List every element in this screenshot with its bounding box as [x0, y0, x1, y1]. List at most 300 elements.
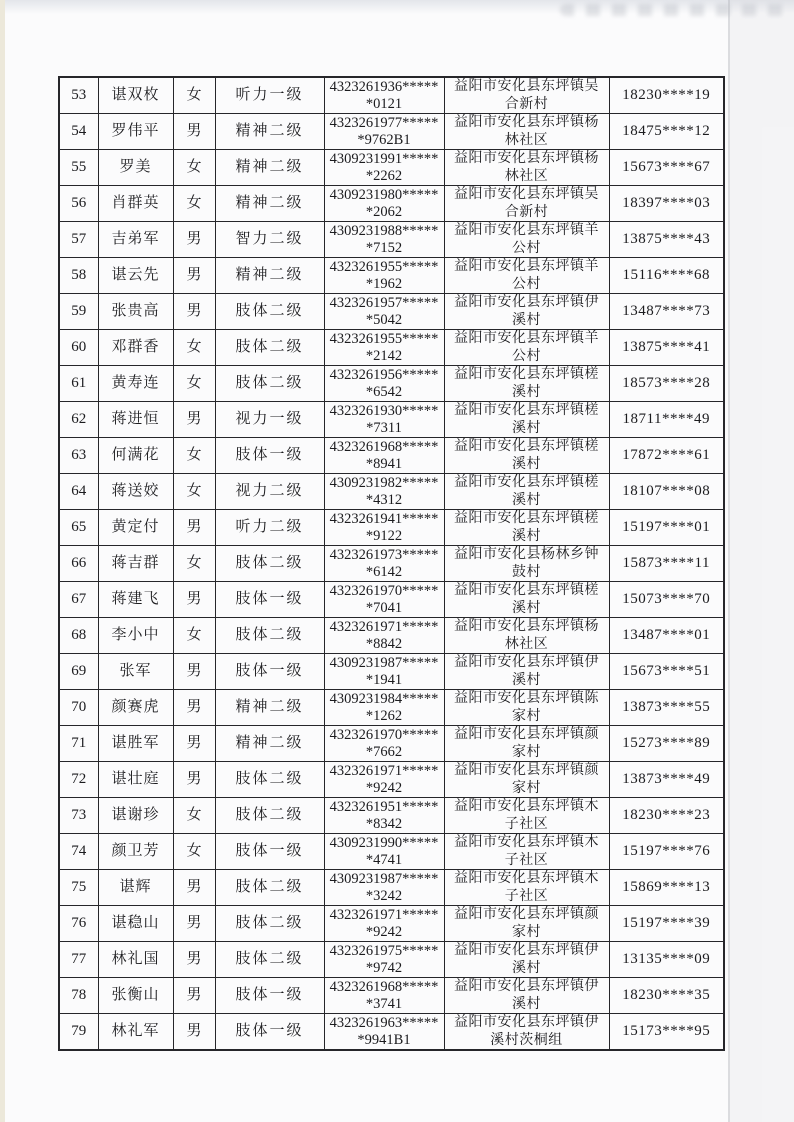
- cell-disability-type-level: 视力一级: [215, 402, 324, 438]
- cell-gender: 男: [173, 942, 215, 978]
- cell-disability-type-level: 精神二级: [215, 186, 324, 222]
- table-row: [59, 77, 724, 114]
- cell-masked-phone: 15273****89: [609, 726, 724, 762]
- cell-disability-type-level: 肢体二级: [215, 618, 324, 654]
- cell-masked-phone: 18397****03: [609, 186, 724, 222]
- id-number-line2: *9122: [365, 527, 403, 544]
- address-text: 益阳市安化县东坪镇槎溪村: [454, 403, 599, 436]
- table-row: [59, 258, 724, 294]
- cell-disability-type-level: 肢体一级: [215, 978, 324, 1014]
- cell-masked-id-number: [324, 798, 444, 834]
- cell-gender: 女: [173, 77, 215, 114]
- cell-gender: 男: [173, 870, 215, 906]
- cell-person-name: 张衡山: [98, 978, 173, 1014]
- address-text: 益阳市安化县东坪镇伊溪村: [454, 943, 599, 976]
- address-text: 益阳市安化县东坪镇槎溪村: [454, 439, 599, 472]
- cell-person-name: 罗伟平: [98, 114, 173, 150]
- cell-gender: 女: [173, 186, 215, 222]
- cell-gender: 男: [173, 510, 215, 546]
- cell-masked-phone: 15116****68: [609, 258, 724, 294]
- cell-gender: 男: [173, 1014, 215, 1051]
- cell-gender: 男: [173, 582, 215, 618]
- table-row: [59, 618, 724, 654]
- cell-person-name: 李小中: [98, 618, 173, 654]
- id-number-line2: *7311: [366, 419, 402, 436]
- table-row: [59, 582, 724, 618]
- cell-address: [444, 474, 609, 510]
- cell-masked-phone: 15873****11: [609, 546, 724, 582]
- cell-disability-type-level: 肢体二级: [215, 330, 324, 366]
- cell-serial-number: 79: [59, 1014, 98, 1051]
- cell-masked-phone: 13875****41: [609, 330, 724, 366]
- cell-masked-id-number: [324, 762, 444, 798]
- cell-address: [444, 690, 609, 726]
- cell-masked-id-number: [324, 222, 444, 258]
- cell-serial-number: 63: [59, 438, 98, 474]
- cell-masked-phone: 18573****28: [609, 366, 724, 402]
- cell-serial-number: 75: [59, 870, 98, 906]
- id-number-line2: *7662: [365, 743, 403, 760]
- cell-person-name: 张军: [98, 654, 173, 690]
- id-number-line1: 4309231980*****: [329, 186, 439, 203]
- cell-address: [444, 150, 609, 186]
- address-text: 益阳市安化县东坪镇颜家村: [454, 907, 599, 940]
- id-number-line1: 4323261971*****: [329, 762, 439, 779]
- address-text: 益阳市安化县东坪镇羊公村: [454, 259, 599, 292]
- id-number-line2: *4741: [365, 851, 403, 868]
- cell-address: [444, 762, 609, 798]
- cell-serial-number: 66: [59, 546, 98, 582]
- cell-serial-number: 60: [59, 330, 98, 366]
- cell-gender: 女: [173, 330, 215, 366]
- cell-masked-phone: 15673****67: [609, 150, 724, 186]
- cell-address: [444, 510, 609, 546]
- cell-masked-phone: 18230****35: [609, 978, 724, 1014]
- id-number-line2: *3741: [365, 995, 403, 1012]
- cell-masked-id-number: [324, 510, 444, 546]
- cell-masked-id-number: [324, 366, 444, 402]
- cell-gender: 男: [173, 978, 215, 1014]
- id-number-line1: 4309231987*****: [329, 870, 439, 887]
- cell-masked-id-number: [324, 1014, 444, 1051]
- cell-serial-number: 59: [59, 294, 98, 330]
- cell-address: [444, 834, 609, 870]
- cell-person-name: 罗美: [98, 150, 173, 186]
- cell-serial-number: 73: [59, 798, 98, 834]
- id-number-line1: 4323261930*****: [329, 402, 439, 419]
- id-number-line2: *8941: [365, 455, 403, 472]
- id-number-line1: 4323261970*****: [329, 582, 439, 599]
- cell-masked-id-number: [324, 330, 444, 366]
- address-text: 益阳市安化县东坪镇陈家村: [454, 691, 599, 724]
- cell-gender: 女: [173, 798, 215, 834]
- id-number-line1: 4323261955*****: [329, 330, 439, 347]
- id-number-line2: *1262: [365, 707, 403, 724]
- cell-masked-id-number: [324, 77, 444, 114]
- cell-address: [444, 114, 609, 150]
- address-text: 益阳市安化县东坪镇槎溪村: [454, 367, 599, 400]
- id-number-line2: *8342: [365, 815, 403, 832]
- cell-serial-number: 76: [59, 906, 98, 942]
- cell-disability-type-level: 精神二级: [215, 150, 324, 186]
- cell-disability-type-level: 肢体一级: [215, 438, 324, 474]
- address-text: 益阳市安化县东坪镇伊溪村: [454, 295, 599, 328]
- cell-gender: 女: [173, 474, 215, 510]
- cell-serial-number: 65: [59, 510, 98, 546]
- address-text: 益阳市安化县东坪镇吴合新村: [454, 79, 599, 112]
- id-number-line1: 4323261971*****: [329, 618, 439, 635]
- table-row: [59, 1014, 724, 1051]
- cell-gender: 男: [173, 294, 215, 330]
- table-row: [59, 942, 724, 978]
- table-row: [59, 978, 724, 1014]
- cell-serial-number: 68: [59, 618, 98, 654]
- cell-gender: 女: [173, 366, 215, 402]
- cell-masked-id-number: [324, 906, 444, 942]
- table-row: [59, 834, 724, 870]
- cell-masked-phone: 13487****01: [609, 618, 724, 654]
- cell-serial-number: 56: [59, 186, 98, 222]
- address-text: 益阳市安化县东坪镇颜家村: [454, 727, 599, 760]
- cell-serial-number: 62: [59, 402, 98, 438]
- table-row: [59, 798, 724, 834]
- cell-person-name: 林礼军: [98, 1014, 173, 1051]
- cell-masked-phone: 15073****70: [609, 582, 724, 618]
- address-text: 益阳市安化县东坪镇伊溪村: [454, 979, 599, 1012]
- cell-address: [444, 402, 609, 438]
- cell-person-name: 谌稳山: [98, 906, 173, 942]
- id-number-line1: 4323261968*****: [329, 438, 439, 455]
- address-text: 益阳市安化县东坪镇伊溪村茨桐组: [454, 1015, 599, 1048]
- id-number-line2: *1962: [365, 275, 403, 292]
- cell-gender: 男: [173, 690, 215, 726]
- cell-masked-id-number: [324, 258, 444, 294]
- cell-gender: 女: [173, 438, 215, 474]
- id-number-line2: *3242: [365, 887, 403, 904]
- cell-serial-number: 61: [59, 366, 98, 402]
- cell-masked-phone: 18475****12: [609, 114, 724, 150]
- id-number-line2: *5042: [365, 311, 403, 328]
- cell-masked-id-number: [324, 546, 444, 582]
- cell-serial-number: 64: [59, 474, 98, 510]
- table-row: [59, 186, 724, 222]
- cell-person-name: 谌胜军: [98, 726, 173, 762]
- cell-serial-number: 58: [59, 258, 98, 294]
- cell-masked-phone: 13875****43: [609, 222, 724, 258]
- id-number-line1: 4323261975*****: [329, 942, 439, 959]
- cell-disability-type-level: 视力二级: [215, 474, 324, 510]
- id-number-line1: 4323261968*****: [329, 978, 439, 995]
- cell-address: [444, 906, 609, 942]
- cell-masked-id-number: [324, 294, 444, 330]
- cell-masked-id-number: [324, 690, 444, 726]
- table-row: [59, 726, 724, 762]
- table-row: [59, 330, 724, 366]
- cell-serial-number: 74: [59, 834, 98, 870]
- cell-masked-phone: 13487****73: [609, 294, 724, 330]
- cell-masked-id-number: [324, 978, 444, 1014]
- id-number-line1: 4323261970*****: [329, 726, 439, 743]
- cell-person-name: 林礼国: [98, 942, 173, 978]
- table-body: [59, 77, 724, 1050]
- id-number-line2: *4312: [365, 491, 403, 508]
- cell-gender: 男: [173, 258, 215, 294]
- id-number-line1: 4309231984*****: [329, 690, 439, 707]
- cell-person-name: 张贵高: [98, 294, 173, 330]
- cell-serial-number: 72: [59, 762, 98, 798]
- cell-person-name: 黄寿连: [98, 366, 173, 402]
- cell-gender: 男: [173, 906, 215, 942]
- cell-masked-id-number: [324, 870, 444, 906]
- address-text: 益阳市安化县东坪镇羊公村: [454, 331, 599, 364]
- cell-masked-id-number: [324, 186, 444, 222]
- id-number-line1: 4323261957*****: [329, 294, 439, 311]
- cell-masked-phone: 15197****01: [609, 510, 724, 546]
- cell-person-name: 吉弟军: [98, 222, 173, 258]
- table-row: [59, 474, 724, 510]
- cell-masked-id-number: [324, 114, 444, 150]
- cell-address: [444, 618, 609, 654]
- cell-masked-phone: 15197****76: [609, 834, 724, 870]
- cell-person-name: 蒋吉群: [98, 546, 173, 582]
- cell-masked-phone: 17872****61: [609, 438, 724, 474]
- address-text: 益阳市安化县东坪镇木子社区: [454, 799, 599, 832]
- id-number-line1: 4323261951*****: [329, 798, 439, 815]
- cell-person-name: 何满花: [98, 438, 173, 474]
- cell-gender: 女: [173, 546, 215, 582]
- cell-masked-phone: 15673****51: [609, 654, 724, 690]
- cell-disability-type-level: 肢体二级: [215, 798, 324, 834]
- address-text: 益阳市安化县东坪镇颜家村: [454, 763, 599, 796]
- cell-disability-type-level: 肢体二级: [215, 546, 324, 582]
- cell-address: [444, 258, 609, 294]
- address-text: 益阳市安化县东坪镇木子社区: [454, 835, 599, 868]
- cell-address: [444, 798, 609, 834]
- cell-person-name: 谌谢珍: [98, 798, 173, 834]
- cell-person-name: 颜赛虎: [98, 690, 173, 726]
- cell-serial-number: 67: [59, 582, 98, 618]
- cell-address: [444, 294, 609, 330]
- cell-person-name: 谌壮庭: [98, 762, 173, 798]
- address-text: 益阳市安化县杨林乡钟鼓村: [454, 547, 599, 580]
- table-row: [59, 546, 724, 582]
- cell-disability-type-level: 肢体二级: [215, 870, 324, 906]
- cell-masked-id-number: [324, 654, 444, 690]
- cell-gender: 男: [173, 726, 215, 762]
- cell-masked-phone: 18107****08: [609, 474, 724, 510]
- cell-masked-phone: 15173****95: [609, 1014, 724, 1051]
- cell-disability-type-level: 肢体一级: [215, 582, 324, 618]
- address-text: 益阳市安化县东坪镇木子社区: [454, 871, 599, 904]
- cell-person-name: 谌双枚: [98, 77, 173, 114]
- id-number-line1: 4309231991*****: [329, 150, 439, 167]
- cell-masked-id-number: [324, 474, 444, 510]
- address-text: 益阳市安化县东坪镇槎溪村: [454, 511, 599, 544]
- book-spine-edge: [0, 0, 5, 1122]
- cell-masked-phone: 13873****55: [609, 690, 724, 726]
- cell-serial-number: 54: [59, 114, 98, 150]
- id-number-line1: 4309231990*****: [329, 834, 439, 851]
- cell-person-name: 蒋建飞: [98, 582, 173, 618]
- cell-address: [444, 978, 609, 1014]
- cell-serial-number: 70: [59, 690, 98, 726]
- table-row: [59, 510, 724, 546]
- id-number-line1: 4309231987*****: [329, 654, 439, 671]
- cell-address: [444, 1014, 609, 1051]
- cell-disability-type-level: 肢体二级: [215, 906, 324, 942]
- table-row: [59, 870, 724, 906]
- table-row: [59, 294, 724, 330]
- cell-gender: 男: [173, 762, 215, 798]
- cell-disability-type-level: 智力二级: [215, 222, 324, 258]
- table-row: [59, 690, 724, 726]
- cell-address: [444, 438, 609, 474]
- id-number-line2: *7041: [365, 599, 403, 616]
- table-row: [59, 114, 724, 150]
- cell-disability-type-level: 肢体一级: [215, 1014, 324, 1051]
- cell-masked-id-number: [324, 402, 444, 438]
- cell-disability-type-level: 精神二级: [215, 726, 324, 762]
- disability-roster-table: [58, 76, 725, 1051]
- id-number-line2: *1941: [365, 671, 403, 688]
- cell-person-name: 谌辉: [98, 870, 173, 906]
- cell-masked-id-number: [324, 582, 444, 618]
- cell-gender: 女: [173, 150, 215, 186]
- cell-masked-id-number: [324, 150, 444, 186]
- cell-masked-id-number: [324, 438, 444, 474]
- cell-serial-number: 55: [59, 150, 98, 186]
- cell-serial-number: 71: [59, 726, 98, 762]
- cell-person-name: 颜卫芳: [98, 834, 173, 870]
- table-row: [59, 654, 724, 690]
- cell-disability-type-level: 肢体二级: [215, 294, 324, 330]
- cell-disability-type-level: 肢体二级: [215, 942, 324, 978]
- cell-serial-number: 78: [59, 978, 98, 1014]
- cell-person-name: 黄定付: [98, 510, 173, 546]
- cell-disability-type-level: 听力一级: [215, 77, 324, 114]
- cell-address: [444, 654, 609, 690]
- cell-disability-type-level: 精神二级: [215, 114, 324, 150]
- id-number-line2: *7152: [365, 239, 403, 256]
- cell-disability-type-level: 精神二级: [215, 258, 324, 294]
- cell-masked-id-number: [324, 834, 444, 870]
- cell-gender: 女: [173, 834, 215, 870]
- table-row: [59, 906, 724, 942]
- cell-masked-phone: 13873****49: [609, 762, 724, 798]
- id-number-line2: *9242: [365, 923, 403, 940]
- id-number-line2: *6142: [365, 563, 403, 580]
- id-number-line1: 4323261971*****: [329, 906, 439, 923]
- cell-masked-id-number: [324, 726, 444, 762]
- id-number-line2: *0121: [365, 95, 403, 112]
- cell-address: [444, 726, 609, 762]
- cell-disability-type-level: 精神二级: [215, 690, 324, 726]
- cell-person-name: 蒋进恒: [98, 402, 173, 438]
- table-row: [59, 762, 724, 798]
- address-text: 益阳市安化县东坪镇伊溪村: [454, 655, 599, 688]
- cell-disability-type-level: 肢体二级: [215, 366, 324, 402]
- id-number-line2: *9742: [365, 959, 403, 976]
- cell-person-name: 蒋送姣: [98, 474, 173, 510]
- id-number-line1: 4323261973*****: [329, 546, 439, 563]
- cell-masked-phone: 13135****09: [609, 942, 724, 978]
- id-number-line2: *9941B1: [357, 1031, 411, 1048]
- table-row: [59, 402, 724, 438]
- cell-gender: 男: [173, 114, 215, 150]
- id-number-line2: *9242: [365, 779, 403, 796]
- id-number-line1: 4323261936*****: [329, 78, 439, 95]
- cell-address: [444, 366, 609, 402]
- table-row: [59, 222, 724, 258]
- table-row: [59, 150, 724, 186]
- id-number-line2: *8842: [365, 635, 403, 652]
- cell-gender: 女: [173, 618, 215, 654]
- cell-address: [444, 186, 609, 222]
- id-number-line2: *2142: [365, 347, 403, 364]
- cell-gender: 男: [173, 654, 215, 690]
- page-right-shade: [730, 0, 794, 1122]
- cell-masked-phone: 15869****13: [609, 870, 724, 906]
- cell-address: [444, 870, 609, 906]
- id-number-line1: 4309231982*****: [329, 474, 439, 491]
- cell-serial-number: 53: [59, 77, 98, 114]
- cell-address: [444, 942, 609, 978]
- address-text: 益阳市安化县东坪镇吴合新村: [454, 187, 599, 220]
- cell-address: [444, 77, 609, 114]
- page-fold-line: [728, 0, 730, 1122]
- id-number-line2: *6542: [365, 383, 403, 400]
- cell-disability-type-level: 肢体一级: [215, 654, 324, 690]
- cell-person-name: 肖群英: [98, 186, 173, 222]
- table-row: [59, 366, 724, 402]
- cell-masked-id-number: [324, 618, 444, 654]
- cell-person-name: 谌云先: [98, 258, 173, 294]
- id-number-line1: 4323261963*****: [329, 1014, 439, 1031]
- id-number-line2: *2062: [365, 203, 403, 220]
- address-text: 益阳市安化县东坪镇槎溪村: [454, 583, 599, 616]
- cell-address: [444, 582, 609, 618]
- cell-gender: 男: [173, 222, 215, 258]
- cell-serial-number: 69: [59, 654, 98, 690]
- address-text: 益阳市安化县东坪镇槎溪村: [454, 475, 599, 508]
- address-text: 益阳市安化县东坪镇杨林社区: [454, 115, 599, 148]
- address-text: 益阳市安化县东坪镇杨林社区: [454, 151, 599, 184]
- cell-serial-number: 57: [59, 222, 98, 258]
- cell-gender: 男: [173, 402, 215, 438]
- cell-disability-type-level: 肢体一级: [215, 834, 324, 870]
- cell-masked-phone: 18711****49: [609, 402, 724, 438]
- cell-address: [444, 330, 609, 366]
- id-number-line2: *9762B1: [357, 131, 411, 148]
- id-number-line1: 4323261955*****: [329, 258, 439, 275]
- cell-masked-phone: 15197****39: [609, 906, 724, 942]
- cell-disability-type-level: 听力二级: [215, 510, 324, 546]
- cell-address: [444, 546, 609, 582]
- address-text: 益阳市安化县东坪镇杨林社区: [454, 619, 599, 652]
- id-number-line1: 4323261941*****: [329, 510, 439, 527]
- id-number-line1: 4323261956*****: [329, 366, 439, 383]
- cell-person-name: 邓群香: [98, 330, 173, 366]
- cell-address: [444, 222, 609, 258]
- id-number-line1: 4309231988*****: [329, 222, 439, 239]
- id-number-line1: 4323261977*****: [329, 114, 439, 131]
- address-text: 益阳市安化县东坪镇羊公村: [454, 223, 599, 256]
- id-number-line2: *2262: [365, 167, 403, 184]
- cell-disability-type-level: 肢体二级: [215, 762, 324, 798]
- cell-serial-number: 77: [59, 942, 98, 978]
- cell-masked-id-number: [324, 942, 444, 978]
- table-row: [59, 438, 724, 474]
